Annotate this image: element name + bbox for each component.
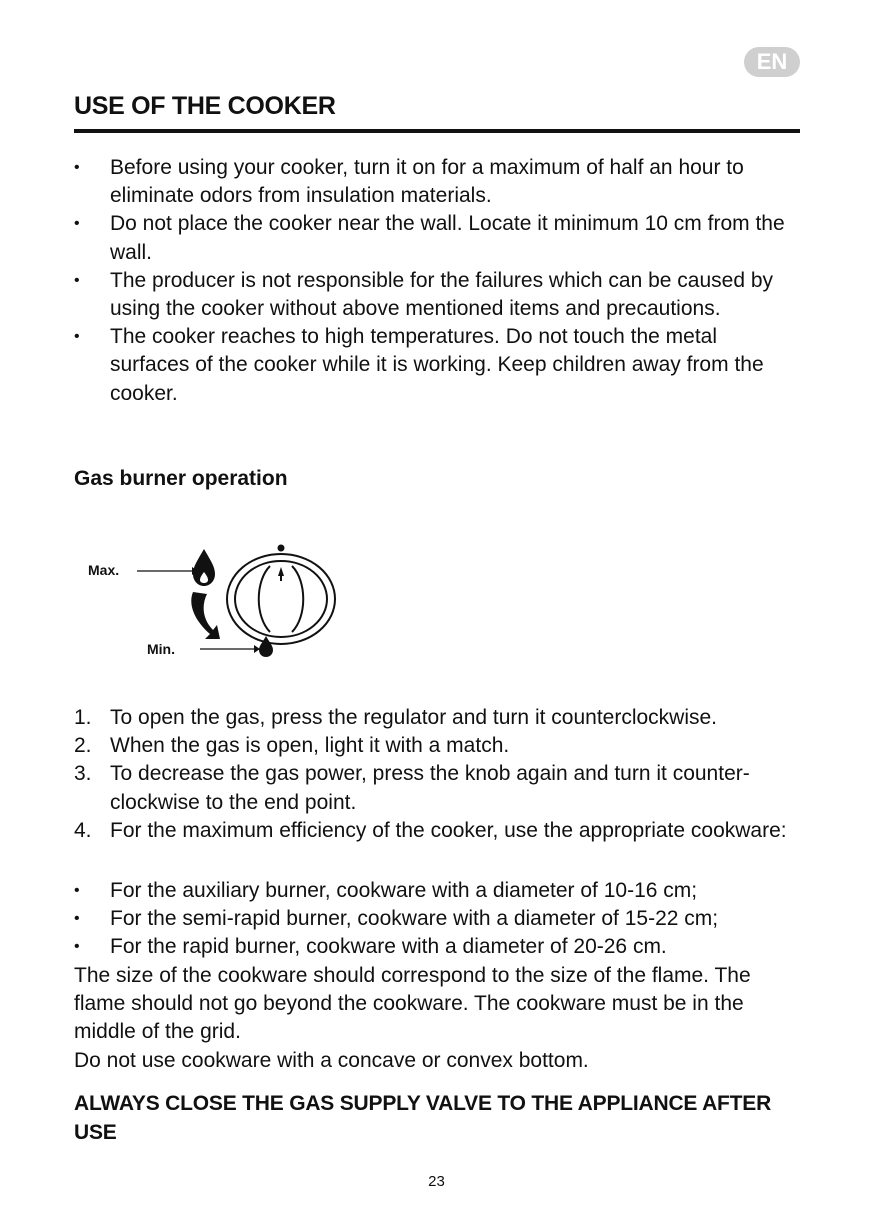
list-item: • For the semi-rapid burner, cookware with a diameter of 15-22 cm; <box>74 905 800 933</box>
list-item: • Do not place the cooker near the wall. Locate it minimum 10 cm from the wall. <box>74 210 800 266</box>
paragraph: Do not use cookware with a concave or convex bottom. <box>74 1048 589 1072</box>
section-heading: Gas burner operation <box>74 467 288 490</box>
cookware-size-list <box>74 877 800 962</box>
step-number: 1. <box>74 706 92 729</box>
step-number: 2. <box>74 734 92 758</box>
warning-text: ALWAYS CLOSE THE GAS SUPPLY VALVE TO THE APPLIANCE AFTER USE <box>74 1092 772 1144</box>
list-item: • Before using your cooker, turn it on for a maximum of half an hour to eliminate odors from insulation materials. <box>74 154 800 210</box>
small-flame-icon <box>259 636 273 657</box>
operation-steps <box>74 704 800 845</box>
intro-bullet-list <box>74 154 800 408</box>
knob-icon <box>227 545 335 645</box>
step-text: To decrease the gas power, press the knob again and turn it counter-clockwise to the end point. <box>110 762 750 814</box>
list-item: • For the auxiliary burner, cookware with a diameter of 10-16 cm; <box>74 877 800 905</box>
page-title: USE OF THE COOKER <box>74 92 336 120</box>
gas-knob-diagram <box>80 536 350 666</box>
list-item <box>74 760 800 816</box>
closing-notes <box>74 962 800 1075</box>
title-divider <box>74 129 800 133</box>
min-label: Min. <box>147 641 175 657</box>
max-label: Max. <box>88 562 120 578</box>
list-item <box>74 817 800 845</box>
step-number: 4. <box>74 818 92 842</box>
page-number: 23 <box>428 1173 445 1190</box>
step-text: For the maximum efficiency of the cooker, use the appropriate cookware: <box>110 818 787 842</box>
list-item: • The cooker reaches to high temperatures. Do not touch the metal surfaces of the cooker while it is working. Keep children away from the cooker. <box>74 323 800 408</box>
list-item: • The producer is not responsible for the failures which can be caused by using the cooker without above mentioned items and precautions. <box>74 267 800 323</box>
list-item <box>74 704 800 732</box>
list-item: • For the rapid burner, cookware with a diameter of 20-26 cm. <box>74 933 800 961</box>
step-text: To open the gas, press the regulator and turn it counterclockwise. <box>110 706 718 729</box>
step-text: When the gas is open, light it with a match. <box>110 734 510 758</box>
rotation-arrow <box>191 592 220 639</box>
list-item <box>74 732 800 760</box>
paragraph: The size of the cookware should correspond to the size of the flame. The flame should not go beyond the cookware. The cookware must be in the middle of the grid. <box>74 964 751 1044</box>
language-badge: EN <box>744 47 800 77</box>
large-flame-icon <box>193 549 215 586</box>
step-number: 3. <box>74 762 92 786</box>
